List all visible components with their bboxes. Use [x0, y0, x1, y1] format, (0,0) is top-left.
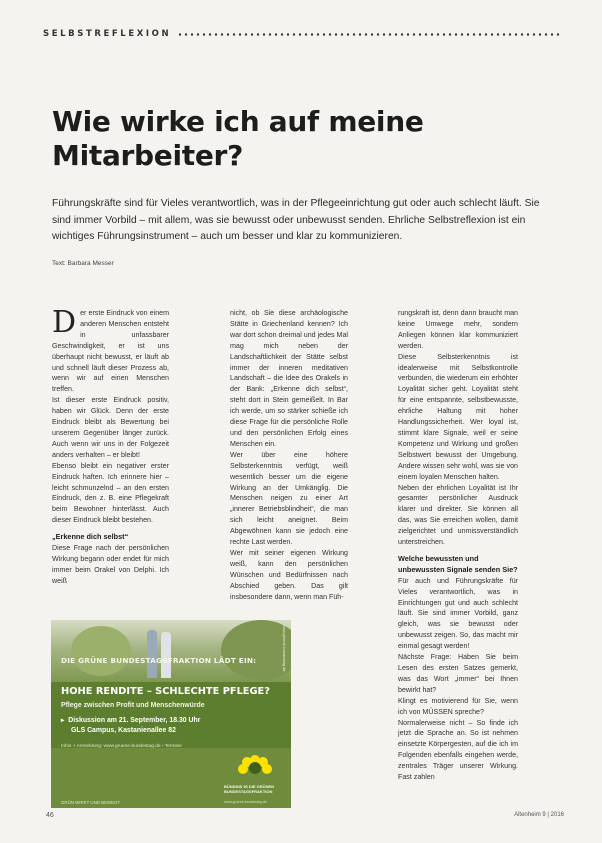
ad-photo	[51, 620, 291, 682]
column-paragraph: nicht, ob Sie diese archäologische Stätte in Griechenland kennen? Ich war dort schon dreimal und jedes Mal mag mich neben der Landschaftlichkeit der Stätte selbst immer der inneren meditativen Landschaft – die Idee des Orakels in der Bank: „Erkenne dich selbst“, steht dort in Stein gemeißelt. In Bar ich werde, um so stärker schieße ich diese Frage für die persönliche Rolle und den persönlichen Erfolg eines Menschen ein.	[230, 309, 348, 448]
column-paragraph: Diese Frage nach der persönlichen Wirkung begann oder endet für mich immer beim Orakel von Delphi. Ich weiß	[52, 544, 169, 585]
ad-title: HOHE RENDITE – SCHLECHTE PFLEGE?	[61, 686, 270, 697]
article-byline: Text: Barbara Messer	[52, 260, 114, 267]
column-paragraph: rungskraft ist, denn dann braucht man keine Umwege mehr, sondern Anliegen können klar kommuniziert werden.	[398, 309, 518, 350]
article-column-1	[52, 305, 169, 587]
column-paragraph: Normalerweise nicht – So finde ich jetzt die Sprache an. So ist nehmen einsetzte Körpergesten, auf die ich im Folgenden ebenfalls eingehen werde, zentrales Träger unserer Wirkung. Fast zahlen	[398, 718, 518, 782]
column-paragraph: Ebenso bleibt ein negativer erster Eindruck haften. Ich erinnere hier – leicht schmunzelnd – an den ersten Eindruck, den z. B. eine Pflegekraft beim Bewohner hinterlässt. Auch dieser Eindruck bleibt bestehen.	[52, 461, 169, 525]
ad-side-text: www.gruene-bundestag.de	[282, 624, 287, 672]
ad-logo-text: BÜNDNIS 90 DIE GRÜNEN BUNDESTAGSFRAKTION	[224, 784, 275, 794]
chevron-right-icon: ▸	[61, 717, 65, 724]
drop-cap: D	[52, 305, 77, 340]
article-column-2	[230, 308, 348, 602]
column-paragraph: Wer über eine höhere Selbsterkenntnis verfügt, weiß wesentlich besser um die eigene Wirkung an der Umkänglig. Die Menschen neigen zu einer Art „innerer Betriebsblindheit“, die man sich leicht aneignet. Beim Abgewöhnen kann sie jedoch eine rechte Last werden.	[230, 450, 348, 547]
ad-subtitle: Pflege zwischen Profit und Menschenwürde	[61, 702, 205, 709]
column-paragraph: Neben der ehrlichen Loyalität ist Ihr gesamter persönlicher Ausdruck klarer und direkter. Sie können all das, was Sie erreichen wollen, damit zielgerichtet und unmissverständlich unterstreichen.	[398, 483, 518, 547]
article-column-3	[398, 308, 518, 783]
ad-event	[61, 716, 201, 735]
ad-url[interactable]: www.gruene-bundestag.de	[224, 800, 267, 804]
column-paragraph: Klingt es motivierend für Sie, wenn ich von MÜSSEN spreche?	[398, 696, 518, 716]
ad-kicker: DIE GRÜNE BUNDESTAGSFRAKTION LÄDT EIN:	[61, 656, 257, 665]
tree-shape	[71, 626, 131, 676]
advertisement[interactable]	[51, 620, 291, 808]
person-figure	[161, 632, 171, 678]
person-figure	[147, 630, 157, 678]
ad-event-date: Diskussion am 21. September, 18.30 Uhr	[68, 717, 201, 724]
column-subheading: Welche bewussten und unbewussten Signale senden Sie?	[398, 553, 518, 574]
column-paragraph: Für auch und Führungskräfte für Vieles verantwortlich, was in Einrichtungen gut und auch schlecht läuft. Sie sind immer Vorbild, ganz gleich, was sie bewusst oder unbewusst zeigen. So, das macht mir einmal gesagt werden!	[398, 576, 518, 651]
column-paragraph: Der erste Eindruck von einem anderen Menschen entsteht in unfassbarer Geschwindigkeit, er ist uns überhaupt nicht bewusst, er läuft ab und schnell läuft dieser Prozess ab, wenn wir auf einen Menschen treffen.	[52, 305, 169, 394]
article-lead: Führungskräfte sind für Vieles verantwortlich, was in der Pflegeeinrichtung gut oder auch schlecht läuft. Sie sind immer Vorbild – mit allem, was sie bewusst oder unbewusst senden. Ehrliche Selbstreflexion ist ein wichtiges Führungsinstrument – auch um besser und klar zu kommunizieren.	[52, 198, 540, 243]
column-paragraph: Wer mit seiner eigenen Wirkung weiß, kann den persönlichen Wünschen und Bedürfnissen nach Abschied geben. Das gilt insbesondere dann, wenn man Füh-	[230, 548, 348, 601]
magazine-issue: Altenheim 9 | 2016	[514, 812, 564, 818]
column-paragraph: Ist dieser erste Eindruck positiv, haben wir Glück. Denn der erste Eindruck bleibt als Bewertung bei unserem Gegenüber länger zurück. Auch wenn wir uns in der Folgezeit anders verhalten – er bleibt!	[52, 396, 169, 459]
section-label: SELBSTREFLEXION	[43, 29, 172, 39]
page-number: 46	[46, 812, 54, 819]
ad-info[interactable]: Infos + Anmeldung: www.gruene-bundestag.de › Termine	[61, 744, 182, 749]
column-paragraph: Nächste Frage: Haben Sie beim Lesen des ersten Satzes gemerkt, was das Wort „immer“ bei Ihnen bewirkt hat?	[398, 653, 518, 694]
article-headline: Wie wirke ich auf meine Mitarbeiter?	[52, 105, 424, 172]
ad-footer-slogan: GRÜN WIRKT UND BEWEGT	[61, 800, 121, 805]
column-paragraph: Diese Selbsterkenntnis ist idealerweise mit Selbstkontrolle verbunden, die wiederum ein erhöhter Loyalität sicher geht. Loyalität steht für eine entspannte, selbstbewusste, ehrliche Haltung mit hoher Handlungssicherheit. Wer loyal ist, stimmt klare Signale, weil er seine Kompetenz und Wirkung und großen Selbstwert bewusst der Umgebung. Andere wissen sehr wohl, was sie von einem loyalen Menschen halten.	[398, 352, 518, 481]
ad-event-place: GLS Campus, Kastanienallee 82	[71, 726, 176, 734]
column-subheading: „Erkenne dich selbst“	[52, 532, 129, 542]
section-dotted-rule	[177, 33, 563, 36]
section-header	[43, 27, 563, 41]
